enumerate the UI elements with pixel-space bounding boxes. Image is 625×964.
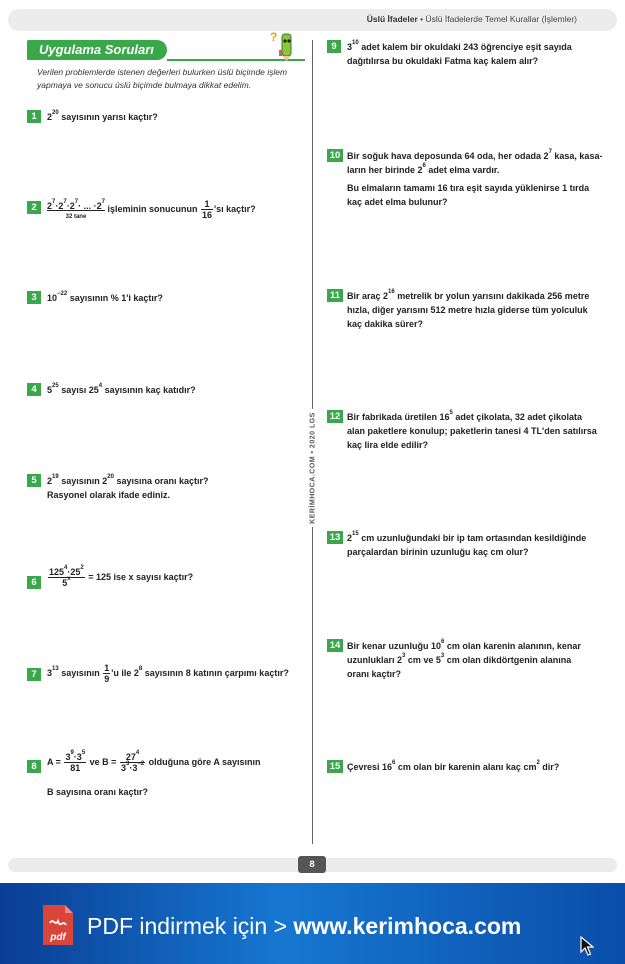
question-number: 14 bbox=[327, 639, 343, 652]
question-number: 5 bbox=[27, 474, 41, 487]
mouse-cursor-icon bbox=[580, 936, 594, 956]
question-text: $2^{20}$ sayısının yarısı kaçtır? bbox=[47, 110, 158, 122]
question-number: 3 bbox=[27, 291, 41, 304]
vertical-watermark: KERİMHOCA.COM • 2020 LGS bbox=[310, 409, 317, 527]
question-number: 13 bbox=[327, 531, 343, 544]
section-title: Uygulama Soruları bbox=[39, 42, 154, 57]
question-text: $\frac{125^4\cdot 25^2}{5^x}$ = 125 ise x sayısı kaçtır? bbox=[49, 565, 194, 588]
question-number: 12 bbox=[327, 410, 343, 423]
question-text: $5^{25}$ sayısı $25^4$ sayısının kaç katıdır? bbox=[47, 383, 196, 395]
question-number: 2 bbox=[27, 201, 41, 214]
question-number: 15 bbox=[327, 760, 343, 773]
fraction-b: $\frac{27^4}{3^3\cdot 3^{-2}}$ bbox=[120, 750, 145, 773]
question-text: $2^{19}$ sayısının $2^{20}$ sayısına oranı kaçtır? Rasyonel olarak ifade ediniz. bbox=[47, 474, 209, 500]
question-text: Bir fabrikada üretilen $16^5$ adet çikolata, 32 adet çikolata alan paketlere konulup; paketlerin tanesi 4 TL'den satılırsa kaç lira elde edilir? bbox=[347, 410, 597, 450]
question-number: 11 bbox=[327, 289, 343, 302]
question-text: $10^{-22}$ sayısının % 1'i kaçtır? bbox=[47, 291, 163, 303]
question-text: Çevresi $16^6$ cm olan bir karenin alanı kaç $cm^2$ dir? bbox=[347, 760, 560, 772]
question-text: Bir araç $2^{16}$ metrelik br yolun yarısını dakikada 256 metre hızla, diğer yarısını 512 metre hızla giderse tüm yolculuk kaç dakika sürer? bbox=[347, 289, 590, 329]
mascot-question-mark: ? bbox=[270, 30, 278, 44]
pdf-icon-label: pdf bbox=[50, 932, 66, 943]
question-text: $2^7\cdot 2^7\cdot 2^7\cdot$ ... $\cdot 2^7$ 32 tane işleminin sonucunun $\frac{1}{16}$ 'sı kaçtır? bbox=[47, 199, 256, 220]
repeated-product: $2^7\cdot 2^7\cdot 2^7\cdot$ ... $\cdot 2^7$ 32 tane bbox=[47, 199, 105, 220]
question-number: 7 bbox=[27, 668, 41, 681]
page-number: 8 bbox=[298, 856, 326, 873]
banner-link[interactable]: PDF indirmek için > www.kerimhoca.com bbox=[87, 913, 522, 939]
fraction: $\frac{1}{16}$ bbox=[201, 199, 212, 220]
fraction-a: $\frac{3^9\cdot 3^5}{81}$ bbox=[65, 750, 86, 773]
question-number: 1 bbox=[27, 110, 41, 123]
question-number: 8 bbox=[27, 760, 41, 773]
question-number: 6 bbox=[27, 576, 41, 589]
question-text: $3^{13}$ sayısının $\frac{1}{9}$ 'u ile $2^8$ sayısının 8 katının çarpımı kaçtır? bbox=[47, 663, 289, 684]
pdf-file-icon[interactable] bbox=[41, 903, 75, 947]
question-text: $2^{15}$ cm uzunluğundaki bir ip tam ortasından kesildiğinde parçalardan birinin uzunluğu kaç cm olur? bbox=[347, 531, 587, 557]
pencil-mascot-icon bbox=[268, 28, 302, 62]
section-title-tab bbox=[27, 40, 167, 60]
question-text: A = $\frac{3^9\cdot 3^5}{81}$ ve B = $\frac{27^4}{3^3\cdot 3^{-2}}$ olduğuna göre A sayısının bbox=[47, 750, 261, 773]
fraction: $\frac{125^4\cdot 25^2}{5^x}$ bbox=[49, 565, 84, 588]
question-number: 10 bbox=[327, 149, 343, 162]
question-number: 9 bbox=[327, 40, 341, 53]
section-intro: Verilen problemlerde istenen değerleri bulurken üslü biçimde işlem yapmaya ve sonucu üslü biçimde bulmaya dikkat edelim. bbox=[37, 67, 288, 90]
header-bar bbox=[8, 9, 617, 31]
question-text: Bir kenar uzunluğu $10^6$ cm olan karenin alanının, kenar uzunlukları $2^3$ cm ve $5^3$ cm olan dikdörtgenin alanına oranı kaçtır? bbox=[347, 639, 581, 679]
header-breadcrumb: Üslü İfadeler • Üslü İfadelerde Temel Kurallar (İşlemler) bbox=[366, 14, 577, 24]
question-text-line2: B sayısına oranı kaçtır? bbox=[47, 787, 149, 797]
fraction: $\frac{1}{9}$ bbox=[104, 663, 110, 684]
question-number: 4 bbox=[27, 383, 41, 396]
question-text: $3^{10}$ adet kalem bir okuldaki 243 öğrenciye eşit sayıda dağıtılırsa bu okuldaki Fatma kaç kalem alır? bbox=[347, 40, 572, 66]
question-text: Bir soğuk hava deposunda 64 oda, her odada $2^7$ kasa, kasa- ların her birinde $2^6$ adet elma vardır. Bu elmaların tamamı 16 tıra eşit sayıda yüklenirse 1 tırda kaç adet elma bulunur? bbox=[347, 149, 603, 207]
